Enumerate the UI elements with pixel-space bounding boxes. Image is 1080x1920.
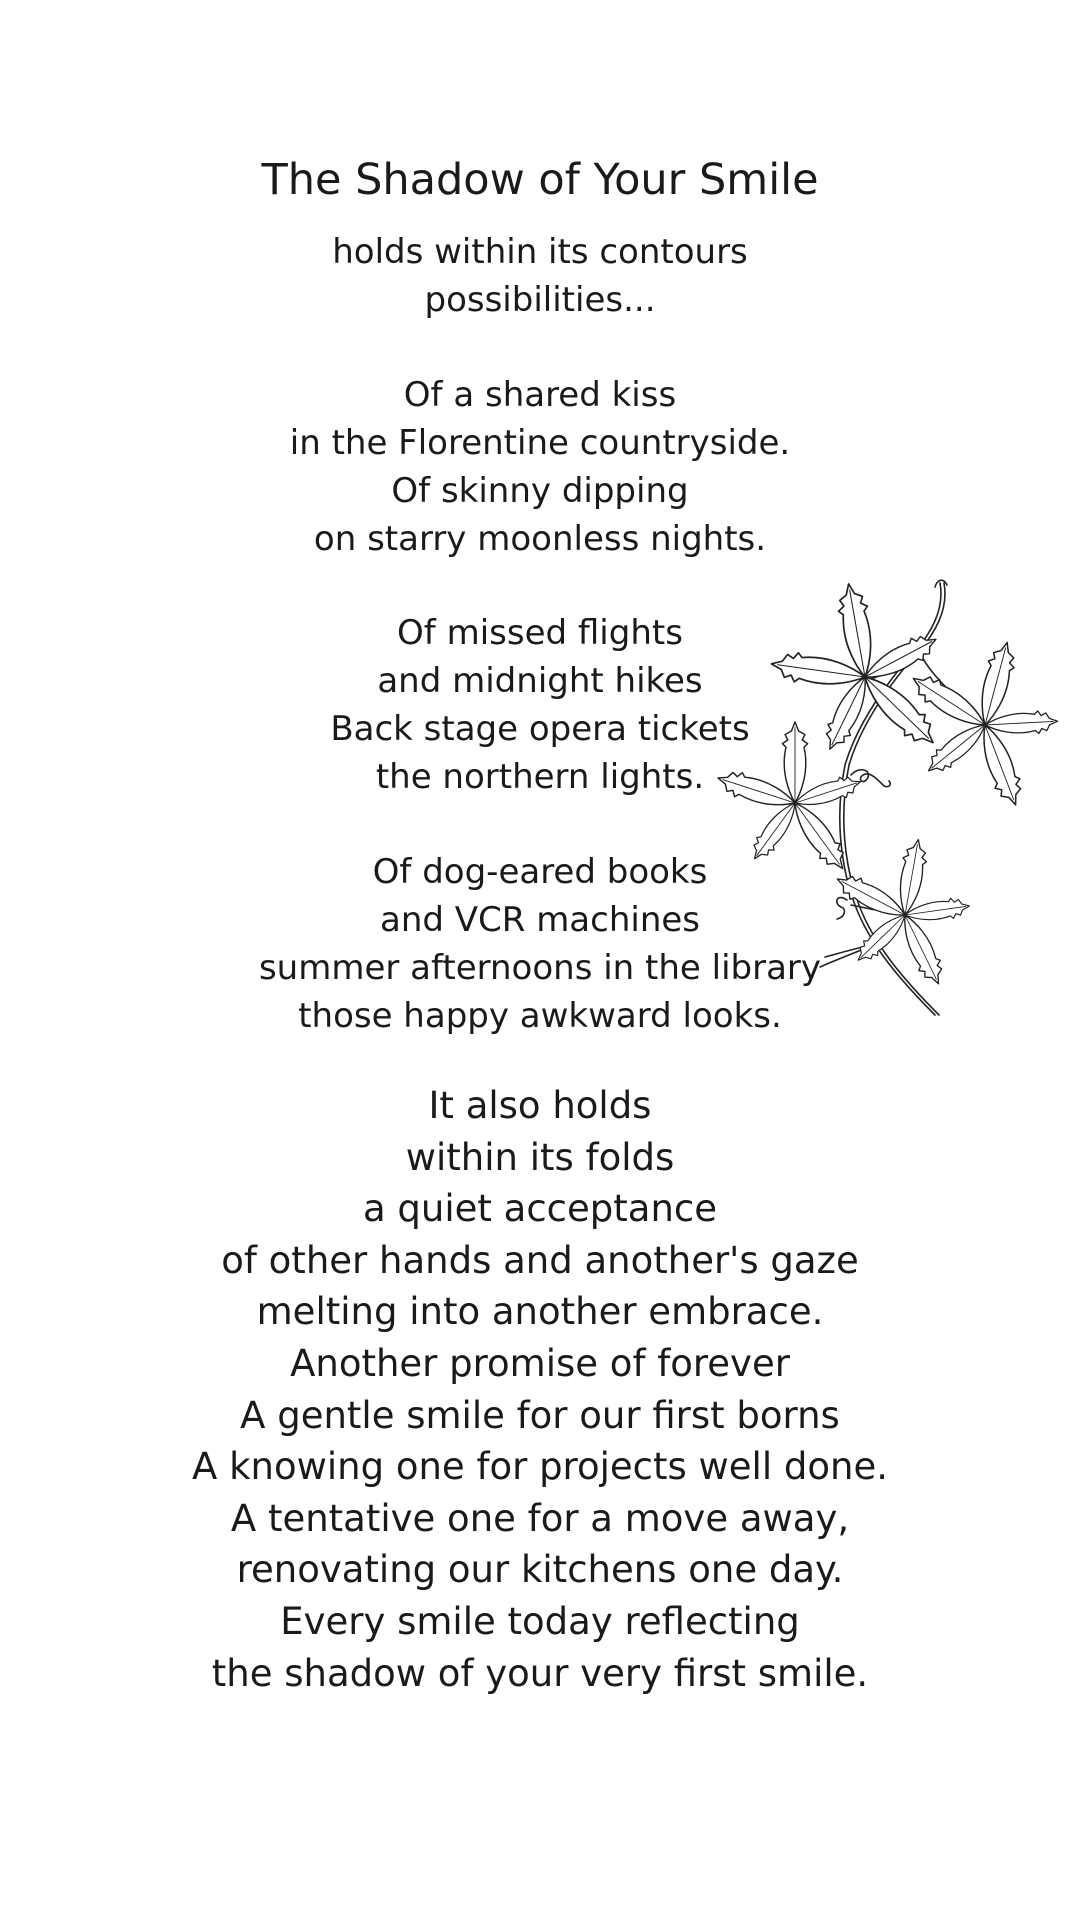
poem-line: A tentative one for a move away, xyxy=(230,1496,850,1540)
poem-line: Back stage opera tickets xyxy=(330,709,750,749)
poem-line: and VCR machines xyxy=(379,900,701,940)
poem-line: melting into another embrace. xyxy=(256,1290,824,1334)
poem-line: It also holds xyxy=(428,1084,652,1127)
tendril-lower xyxy=(837,898,847,919)
stanza-2 xyxy=(0,371,1080,563)
stanza-1 xyxy=(0,228,1080,324)
poem-line: on starry moonless nights. xyxy=(313,519,767,559)
leaf-vein xyxy=(795,803,839,864)
poem-line: the shadow of your very first smile. xyxy=(211,1651,869,1695)
poem-line: of other hands and another's gaze xyxy=(221,1238,859,1282)
stanza-5 xyxy=(0,1080,1080,1699)
poem-line: Every smile today reflecting xyxy=(280,1599,800,1643)
poem-line: Of dog-eared books xyxy=(372,852,708,892)
poem-line: in the Florentine countryside. xyxy=(289,423,791,463)
poem-line: Of skinny dipping xyxy=(391,471,689,511)
poem-line: Another promise of forever xyxy=(290,1341,790,1385)
leaf-vein xyxy=(918,682,985,725)
poem-line: holds within its contours xyxy=(332,232,748,272)
ivy-vine-illustration-icon xyxy=(725,575,1055,1035)
poem-line: A gentle smile for our first borns xyxy=(240,1393,840,1437)
poem-line: those happy awkward looks. xyxy=(298,996,782,1036)
poem-line: a quiet acceptance xyxy=(362,1187,718,1231)
poem-line: the northern lights. xyxy=(375,757,705,797)
poem-line: renovating our kitchens one day. xyxy=(236,1548,844,1592)
vine-drawing xyxy=(725,575,1055,1035)
poem-line: A knowing one for projects well done. xyxy=(192,1445,888,1489)
leaf-vein xyxy=(757,803,795,855)
poem-line: summer afternoons in the library xyxy=(258,948,822,988)
leaf-cluster-left xyxy=(714,722,864,876)
poem-line: possibilities... xyxy=(424,280,656,320)
poem-line: Of missed flights xyxy=(397,613,683,653)
leaf-vein xyxy=(932,725,985,768)
poem-line: within its folds xyxy=(405,1135,675,1179)
poem-title: The Shadow of Your Smile xyxy=(261,155,819,205)
poem-line: and midnight hikes xyxy=(377,661,703,701)
poem-line: Of a shared kiss xyxy=(403,375,677,415)
